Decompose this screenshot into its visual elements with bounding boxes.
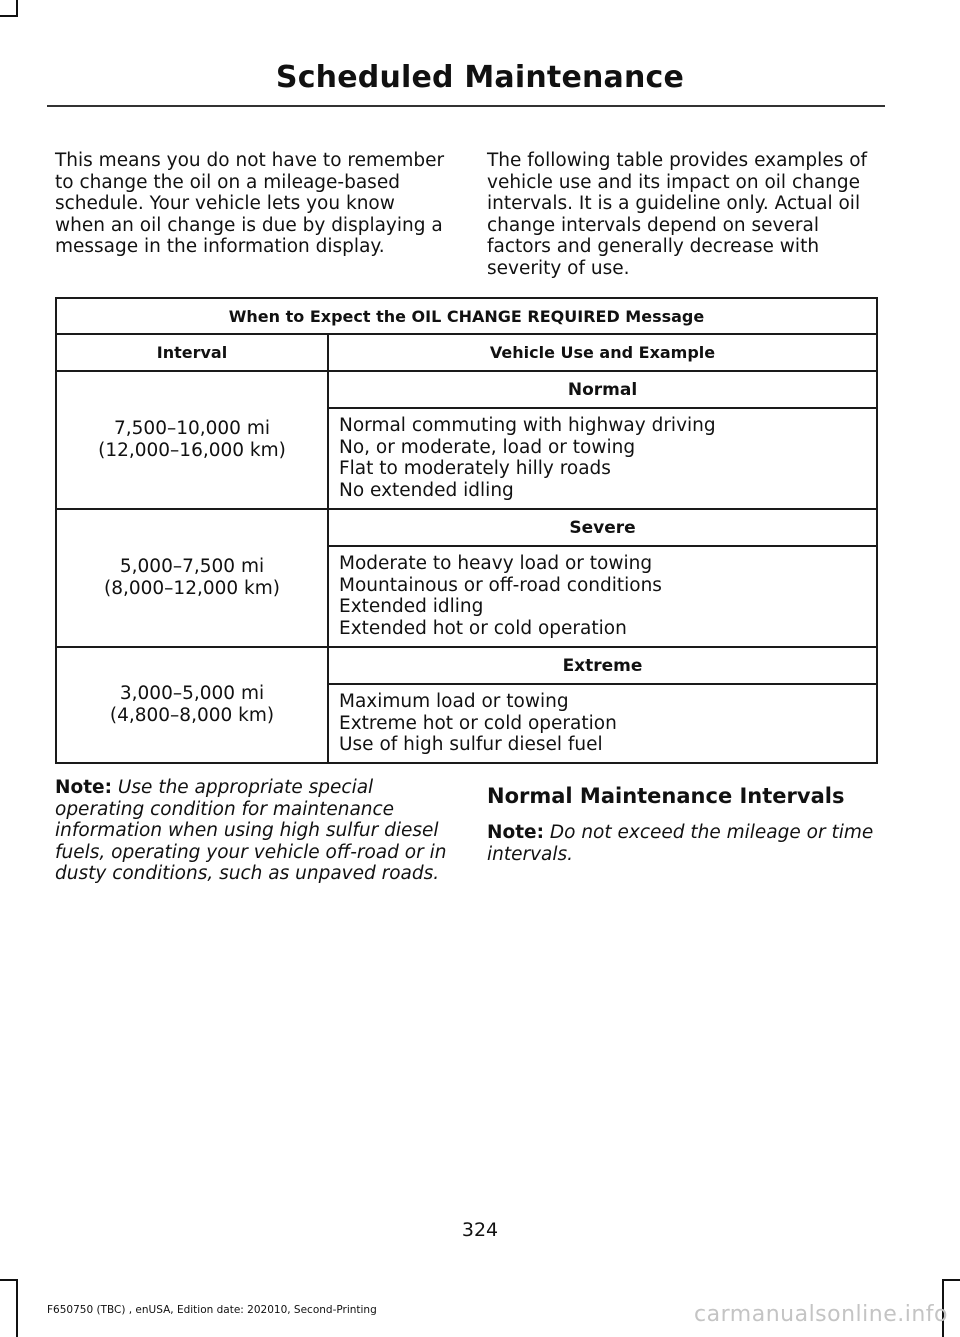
usage-examples (328, 408, 877, 509)
usage-examples (328, 546, 877, 647)
table-row (56, 647, 877, 684)
note-text: Do not exceed the mileage or time intervals. (487, 822, 874, 865)
page-number: 324 (461, 1219, 499, 1241)
usage-item: Moderate to heavy load or towing (339, 553, 653, 574)
intro-left-paragraph: This means you do not have to remember to change the oil on a mileage-based schedule. Your vehicle lets you know when an oil change is due by displaying a message in the information display. (55, 150, 445, 257)
crop-mark (0, 15, 16, 17)
table-row (56, 509, 877, 546)
usage-item: Extended hot or cold operation (339, 617, 627, 639)
usage-item: Flat to moderately hilly roads (339, 458, 611, 479)
usage-item: Mountainous or off-road conditions (339, 574, 662, 596)
note-label: Note: (487, 822, 544, 843)
interval-cell (56, 371, 328, 509)
usage-item: Extended idling (339, 596, 484, 617)
table-row (56, 371, 877, 408)
usage-item: Extreme hot or cold operation (339, 712, 617, 734)
header-divider (47, 105, 885, 107)
severity-label: Severe (328, 509, 877, 546)
interval-cell (56, 647, 328, 763)
note-text: Use the appropriate special operating condition for maintenance information when using high sulfur diesel fuels, operating your vehicle off-road or in dusty conditions, such as unpaved roads. (55, 777, 447, 884)
intro-right-paragraph: The following table provides examples of vehicle use and its impact on oil change intervals. It is a guideline only. Actual oil change intervals depend on several factors and generally decrease with severity of use. (487, 150, 868, 279)
severity-label: Extreme (328, 647, 877, 684)
edition-footer: F650750 (TBC) , enUSA, Edition date: 202010, Second-Printing (47, 1304, 377, 1316)
interval-cell (56, 509, 328, 647)
note-mileage (487, 822, 882, 865)
interval-km: (8,000–12,000 km) (104, 578, 280, 599)
crop-mark (16, 0, 18, 17)
usage-item: Normal commuting with highway driving (339, 415, 716, 436)
table-title: When to Expect the OIL CHANGE REQUIRED Message (56, 298, 877, 334)
usage-item: No, or moderate, load or towing (339, 436, 636, 458)
section-heading: Normal Maintenance Intervals (487, 784, 845, 808)
oil-change-table (55, 297, 878, 764)
interval-km: (12,000–16,000 km) (98, 440, 286, 461)
interval-miles: 3,000–5,000 mi (119, 683, 265, 704)
column-header-interval: Interval (56, 334, 328, 371)
severity-label: Normal (328, 371, 877, 408)
interval-km: (4,800–8,000 km) (109, 705, 275, 726)
crop-mark (942, 1279, 960, 1281)
crop-mark (0, 1279, 16, 1281)
usage-item: No extended idling (339, 479, 514, 501)
usage-examples (328, 684, 877, 763)
usage-item: Maximum load or towing (339, 691, 569, 712)
interval-miles: 5,000–7,500 mi (119, 556, 265, 577)
watermark: carmanualsonline.info (694, 1302, 948, 1327)
crop-mark (16, 1279, 18, 1337)
note-label: Note: (55, 777, 112, 798)
column-header-vehicle-use: Vehicle Use and Example (328, 334, 877, 371)
page-title: Scheduled Maintenance (275, 60, 685, 95)
note-special-conditions (55, 777, 450, 885)
interval-miles: 7,500–10,000 mi (114, 418, 270, 439)
usage-item: Use of high sulfur diesel fuel (339, 734, 603, 755)
